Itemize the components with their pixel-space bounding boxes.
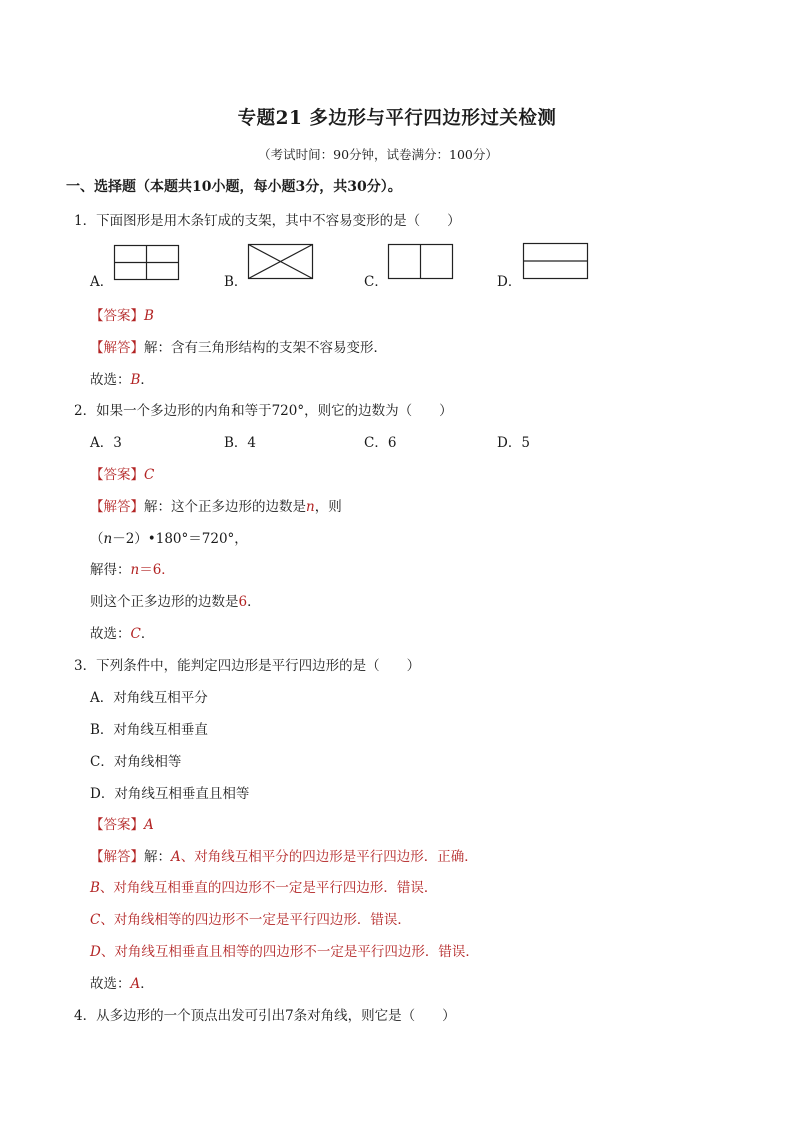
explain-tag: 【解答】	[90, 849, 144, 865]
q3-explanation-a	[90, 845, 478, 865]
q3-line-letter: D	[90, 944, 101, 960]
q2-choice-value: C	[130, 626, 141, 642]
q3-line-letter: C	[90, 912, 101, 928]
choice-prefix: 故选：	[90, 372, 131, 388]
section-heading: 一、选择题（本题共10小题，每小题3分，共30分）。	[66, 179, 402, 195]
explain-tag: 【解答】	[90, 340, 144, 356]
q2-option-c: C．6	[364, 435, 397, 451]
q1-answer-value: B	[144, 308, 154, 324]
q2-eq-open: （	[90, 531, 104, 547]
q1-answer	[90, 304, 154, 324]
choice-suffix: ．	[140, 372, 154, 388]
q1-explanation-text: 解：含有三角形结构的支架不容易变形．	[144, 340, 387, 356]
q2-eq-variable: n	[103, 531, 113, 547]
exam-info: （考试时间：90分钟，试卷满分：100分）	[258, 147, 498, 162]
question-2-stem: 2．如果一个多边形的内角和等于720°，则它的边数为（ ）	[74, 403, 453, 419]
choice-prefix: 故选：	[90, 626, 131, 642]
q1-option-c-label: C．	[364, 274, 388, 290]
q3-line-letter: A	[171, 849, 181, 865]
q1-figure-c	[388, 244, 454, 280]
q3-option-b: B．对角线互相垂直	[90, 722, 208, 738]
q2-explanation	[90, 495, 342, 515]
q2-option-b: B．4	[224, 435, 257, 451]
q3-option-a: A．对角线互相平分	[90, 690, 208, 706]
q2-option-d: D．5	[497, 435, 530, 451]
explain-tag: 【解答】	[90, 499, 144, 515]
q1-choice-value: B	[130, 372, 141, 388]
q1-figure-d	[523, 243, 589, 280]
q2-conclusion-end: ．	[247, 594, 261, 610]
q1-explanation	[90, 336, 387, 356]
q3-choice	[90, 972, 154, 992]
q2-answer	[90, 463, 154, 483]
q2-option-a: A．3	[90, 435, 122, 451]
q2-conclusion-number: 6	[238, 594, 248, 610]
q1-figure-a	[114, 245, 180, 281]
q2-explain-variable: n	[306, 499, 315, 515]
q3-explanation-b	[90, 876, 437, 896]
q3-explanation-d	[90, 940, 479, 960]
choice-suffix: ．	[140, 626, 155, 642]
q1-option-a-label: A．	[90, 274, 114, 290]
q2-equation	[90, 527, 248, 547]
q3-option-d: D．对角线互相垂直且相等	[90, 786, 250, 802]
q2-answer-value: C	[144, 467, 155, 483]
q2-solve-variable: n	[130, 562, 140, 578]
q3-choice-value: A	[130, 976, 141, 992]
q1-option-d-label: D．	[497, 274, 522, 290]
q2-eq-rest: －2）•180°＝720°，	[112, 531, 248, 547]
q2-solve-prefix: 解得：	[90, 562, 131, 578]
choice-suffix: ．	[140, 976, 154, 992]
q2-solution	[90, 558, 175, 578]
answer-tag: 【答案】	[90, 308, 144, 324]
q2-solve-rest: ＝6．	[139, 562, 175, 578]
q3-line-text: 、对角线互相垂直的四边形不一定是平行四边形．错误．	[99, 880, 438, 896]
q1-option-b-label: B．	[224, 274, 248, 290]
q3-line-text: 、对角线互相垂直且相等的四边形不一定是平行四边形．错误．	[100, 944, 479, 960]
answer-tag: 【答案】	[90, 817, 144, 833]
choice-prefix: 故选：	[90, 976, 131, 992]
answer-tag: 【答案】	[90, 467, 144, 483]
q2-conclusion	[90, 590, 261, 610]
question-3-stem: 3．下列条件中，能判定四边形是平行四边形的是（ ）	[74, 658, 421, 674]
q3-line-letter: B	[90, 880, 100, 896]
q2-explain-text: 解：这个正多边形的边数是	[144, 499, 306, 515]
q1-choice	[90, 368, 154, 388]
q2-choice	[90, 622, 154, 642]
q3-line-text: 、对角线互相平分的四边形是平行四边形．正确．	[180, 849, 478, 865]
q3-answer	[90, 813, 154, 833]
q2-conclusion-text: 则这个正多边形的边数是	[90, 594, 239, 610]
page-title: 专题21 多边形与平行四边形过关检测	[237, 108, 557, 129]
question-4-stem: 4．从多边形的一个顶点出发可引出7条对角线，则它是（ ）	[74, 1008, 456, 1024]
q3-option-c: C．对角线相等	[90, 754, 182, 770]
question-1-stem: 1．下面图形是用木条钉成的支架，其中不容易变形的是（ ）	[74, 213, 461, 229]
q3-line-text: 、对角线相等的四边形不一定是平行四边形．错误．	[100, 912, 411, 928]
q3-answer-value: A	[144, 817, 154, 833]
q3-explain-prefix: 解：	[144, 849, 171, 865]
q1-figure-b	[248, 244, 314, 280]
q2-explain-text-end: ，则	[314, 499, 342, 515]
q3-explanation-c	[90, 908, 411, 928]
